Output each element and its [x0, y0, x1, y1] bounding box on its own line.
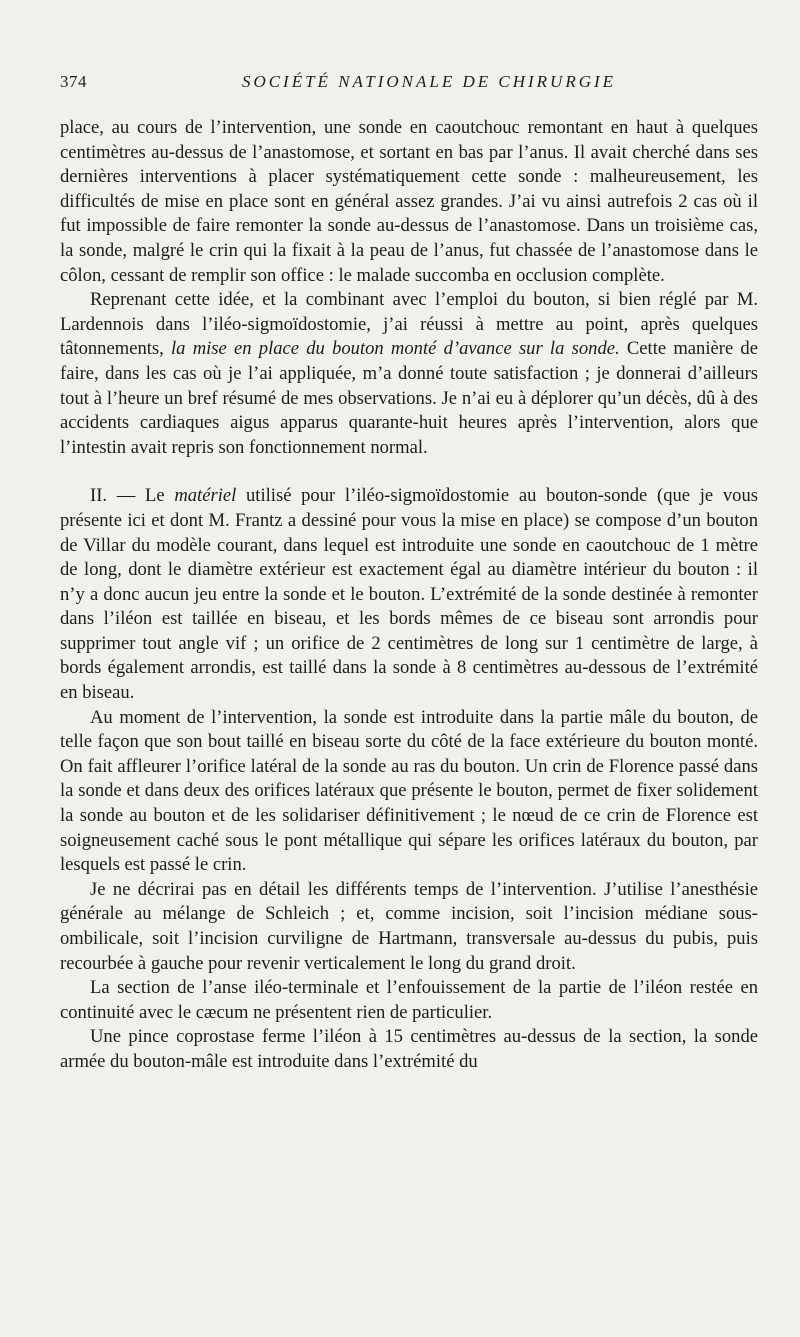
paragraph-2-text-start: Reprenant cette idée, et la combinant avec l’emploi du bouton, si bien réglé par M. Lardennois dans l’iléo-sigmoïdostomie, j’ai réussi à mettre au point, après quelques tâtonnements,: [60, 289, 758, 360]
running-title: SOCIÉTÉ NATIONALE DE CHIRURGIE: [241, 72, 617, 91]
page-header: [60, 72, 758, 96]
paragraph-3: [60, 484, 758, 705]
paragraph-7: Une pince coprostase ferme l’iléon à 15 centimètres au-dessus de la section, la sonde armée du bouton-mâle est introduite dans l’extrémité du: [60, 1026, 758, 1072]
paragraph-3-text-start: II. — Le: [90, 485, 175, 507]
body-text: [60, 116, 758, 1075]
paragraph-1: place, au cours de l’intervention, une sonde en caoutchouc remontant en haut à quelques centimètres au-dessus de l’anastomose, et sortant en bas par l’anus. Il avait cherché dans ses dernières interventions à placer systématiquement cette sonde : malheureusement, les difficultés de mise en place sont en général assez grandes. J’ai vu ainsi autrefois 2 cas où il fut impossible de faire remonter la sonde au-dessus de l’anastomose. Dans un troisième cas, la sonde, malgré le crin qui la fixait à la peau de l’anus, fut chassée de l’anastomose dans le côlon, cessant de remplir son office : le malade succomba en occlusion complète.: [60, 117, 758, 286]
paragraph-3-text-end: utilisé pour l’iléo-sigmoïdostomie au bouton-sonde (que je vous présente ici et dont M. Frantz a dessiné pour vous la mise en place) se compose d’un bouton de Villar du modèle courant, dans lequel est introduite une sonde en caoutchouc de 1 mètre de long, dont le diamètre extérieur est exactement égal au diamètre intérieur du bouton : il n’y a donc aucun jeu entre la sonde et le bouton. L’extrémité de la sonde destinée à remonter dans l’iléon est taillée en biseau, et les bords mêmes de ce biseau sont arrondis pour supprimer tout angle vif ; un orifice de 2 centimètres de long sur 1 centimètre de large, à bords également arrondis, est taillé dans la sonde à 8 centimètres au-dessous de l’extrémité en biseau.: [60, 485, 758, 704]
paragraph-2: [60, 288, 758, 460]
paragraph-2-italic: la mise en place du bouton monté d’avance sur la sonde.: [171, 338, 620, 360]
page-number: 374: [60, 72, 87, 91]
paragraph-3-italic: matériel: [174, 485, 237, 507]
paragraph-5: Je ne décrirai pas en détail les différents temps de l’intervention. J’utilise l’anesthésie générale au mélange de Schleich ; et, comme incision, soit l’incision médiane sous-ombilicale, soit l’incision curviligne de Hartmann, transversale au-dessus du pubis, puis recourbée à gauche pour revenir verticalement le long du grand droit.: [60, 878, 758, 974]
paragraph-6: La section de l’anse iléo-terminale et l’enfouissement de la partie de l’iléon restée en continuité avec le cæcum ne présentent rien de particulier.: [60, 977, 758, 1023]
paragraph-2-text-end: Cette manière de faire, dans les cas où je l’ai appliquée, m’a donné toute satisfaction ; je donnerai d’ailleurs tout à l’heure un bref résumé de mes observations. Je n’ai eu à déplorer qu’un décès, dû à des accidents cardiaques aigus apparus quarante-huit heures après l’intervention, alors que l’intestin avait repris son fonctionnement normal.: [60, 338, 758, 458]
paragraph-4: Au moment de l’intervention, la sonde est introduite dans la partie mâle du bouton, de telle façon que son bout taillé en biseau sorte du côté de la face extérieure du bouton monté. On fait affleurer l’orifice latéral de la sonde au ras du bouton. Un crin de Florence passé dans la sonde et dans deux des orifices latéraux que présente le bouton, permet de fixer solidement la sonde au bouton et de les solidariser définitivement ; le nœud de ce crin de Florence est soigneusement caché sous le pont métallique qui sépare les orifices latéraux du bouton, par lesquels est passé le crin.: [60, 706, 758, 876]
